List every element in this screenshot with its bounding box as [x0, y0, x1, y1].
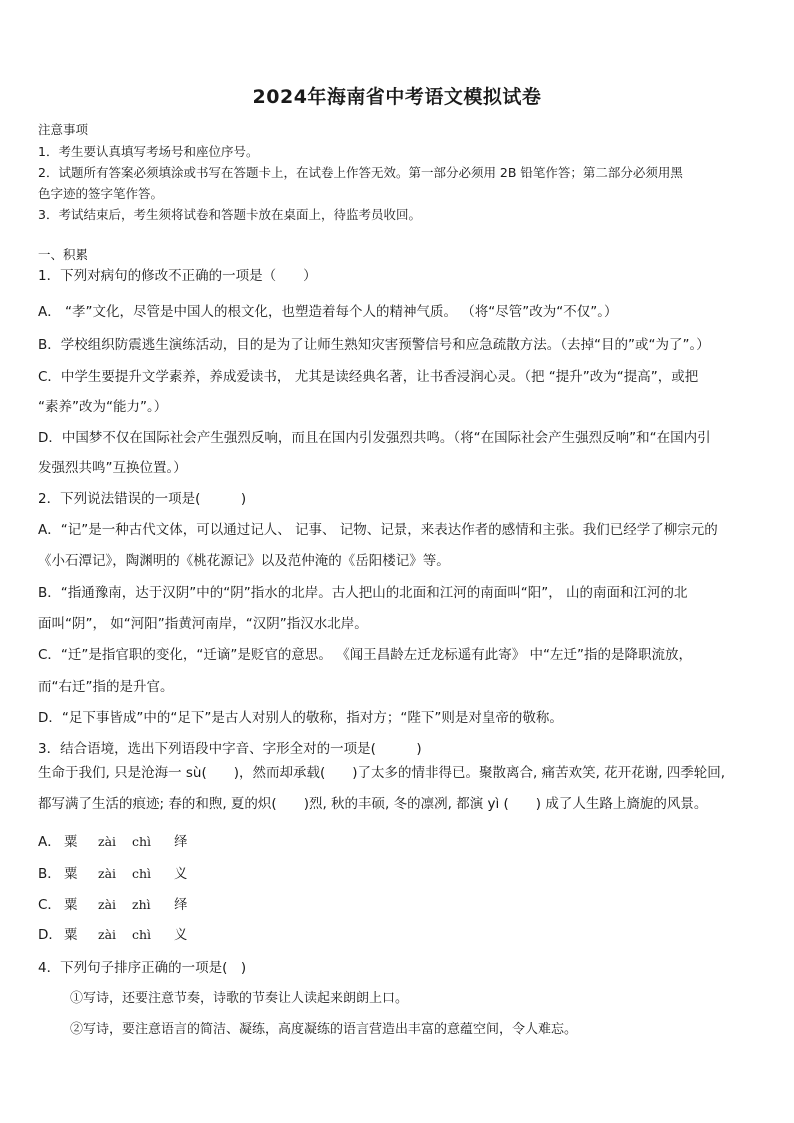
option-word: 义 [174, 866, 188, 882]
section-heading: 一、积累 [38, 247, 89, 262]
option-pinyin-2: chì [132, 866, 152, 881]
q4-sentence-1: ①写诗，还要注意节奏，诗歌的节奏让人读起来朗朗上口。 [70, 991, 409, 1006]
notice-item-2: 2．试题所有答案必须填涂或书写在答题卡上，在试卷上作答无效。第一部分必须用 2B 铅笔作答；第二部分必须用黑 [38, 165, 683, 180]
q1-option-c: C．中学生要提升文学素养，养成爱读书， 尤其是读经典名著，让书香浸润心灵。（把 “提升”改为“提高”，或把 [38, 369, 699, 385]
q2-option-d: D．“足下事皆成”中的“足下”是古人对别人的敬称，指对方；“陛下”则是对皇帝的敬称。 [38, 710, 563, 726]
option-label: D． [38, 927, 62, 943]
q1-option-b: B．学校组织防震逃生演练活动，目的是为了让师生熟知灾害预警信号和应急疏散方法。（去掉“目的”或“为了”。） [38, 337, 710, 353]
q1-option-a: A． “孝”文化，尽管是中国人的根文化，也塑造着每个人的精神气质。 （将“尽管”改为“不仅”。） [38, 304, 618, 320]
option-pinyin-1: zài [98, 897, 117, 912]
q2-stem: 2．下列说法错误的一项是( ) [38, 491, 247, 507]
q4-sentence-2: ②写诗，要注意语言的简洁、凝练，高度凝练的语言营造出丰富的意蕴空间，令人难忘。 [70, 1022, 578, 1037]
q1-option-d: D．中国梦不仅在国际社会产生强烈反响，而且在国内引发强烈共鸣。（将“在国际社会产生强烈反响”和“在国内引 [38, 430, 711, 446]
option-word: 绎 [174, 897, 188, 913]
q3-passage-line-2: 都写满了生活的痕迹; 春的和煦, 夏的炽( )烈, 秋的丰硕, 冬的凛冽, 都演 yì ( ) 成了人生路上旖旎的风景。 [38, 796, 708, 812]
q2-option-a: A．“记”是一种古代文体，可以通过记人、 记事、 记物、记景，来表达作者的感情和主张。我们已经学了柳宗元的 [38, 522, 718, 538]
option-char: 粟 [64, 927, 78, 943]
option-word: 绎 [174, 834, 188, 850]
q3-passage-line-1: 生命于我们, 只是沧海一 sù( )，然而却承载( )了太多的情非得已。聚散离合, 痛苦欢笑, 花开花谢, 四季轮回, [38, 765, 726, 781]
q3-stem: 3．结合语境，选出下列语段中字音、字形全对的一项是( ) [38, 741, 422, 757]
q3-option-d [38, 925, 758, 945]
q2-option-b-cont: 面叫“阴”， 如“河阳”指黄河南岸，“汉阴”指汉水北岸。 [38, 616, 368, 632]
q2-option-c-cont: 而“右迁”指的是升官。 [38, 679, 174, 695]
option-label: B． [38, 866, 61, 882]
q4-stem: 4．下列句子排序正确的一项是( ) [38, 960, 247, 976]
notice-item-3: 3．考试结束后，考生须将试卷和答题卡放在桌面上，待监考员收回。 [38, 207, 421, 222]
q2-option-b: B．“指通豫南，达于汉阴”中的“阴”指水的北岸。古人把山的北面和江河的南面叫“阳”， 山的南面和江河的北 [38, 585, 688, 601]
option-pinyin-1: zài [98, 927, 117, 942]
option-label: A． [38, 834, 61, 850]
option-pinyin-2: zhì [132, 897, 151, 912]
q3-option-a [38, 832, 758, 852]
q2-option-a-cont: 《小石潭记》，陶渊明的《桃花源记》以及范仲淹的《岳阳楼记》等。 [38, 553, 450, 569]
q3-option-c [38, 895, 758, 915]
option-word: 义 [174, 927, 188, 943]
q2-option-c: C．“迁”是指官职的变化，“迁谪”是贬官的意思。 《闻王昌龄左迁龙标遥有此寄》 中“左迁”指的是降职流放， [38, 647, 692, 663]
q1-option-d-cont: 发强烈共鸣”互换位置。） [38, 460, 187, 476]
option-label: C． [38, 897, 61, 913]
option-pinyin-2: chì [132, 834, 152, 849]
q1-option-c-cont: “素养”改为“能力”。） [38, 399, 168, 415]
notice-item-1: 1．考生要认真填写考场号和座位序号。 [38, 144, 259, 159]
notice-heading: 注意事项 [38, 122, 89, 137]
option-char: 粟 [64, 866, 78, 882]
option-pinyin-1: zài [98, 834, 117, 849]
option-pinyin-2: chì [132, 927, 152, 942]
q3-option-b [38, 864, 758, 884]
option-char: 粟 [64, 834, 78, 850]
page-title: 2024年海南省中考语文模拟试卷 [252, 86, 542, 108]
q1-stem: 1．下列对病句的修改不正确的一项是（ ） [38, 268, 317, 284]
notice-item-2-cont: 色字迹的签字笔作答。 [38, 186, 164, 201]
option-char: 粟 [64, 897, 78, 913]
option-pinyin-1: zài [98, 866, 117, 881]
